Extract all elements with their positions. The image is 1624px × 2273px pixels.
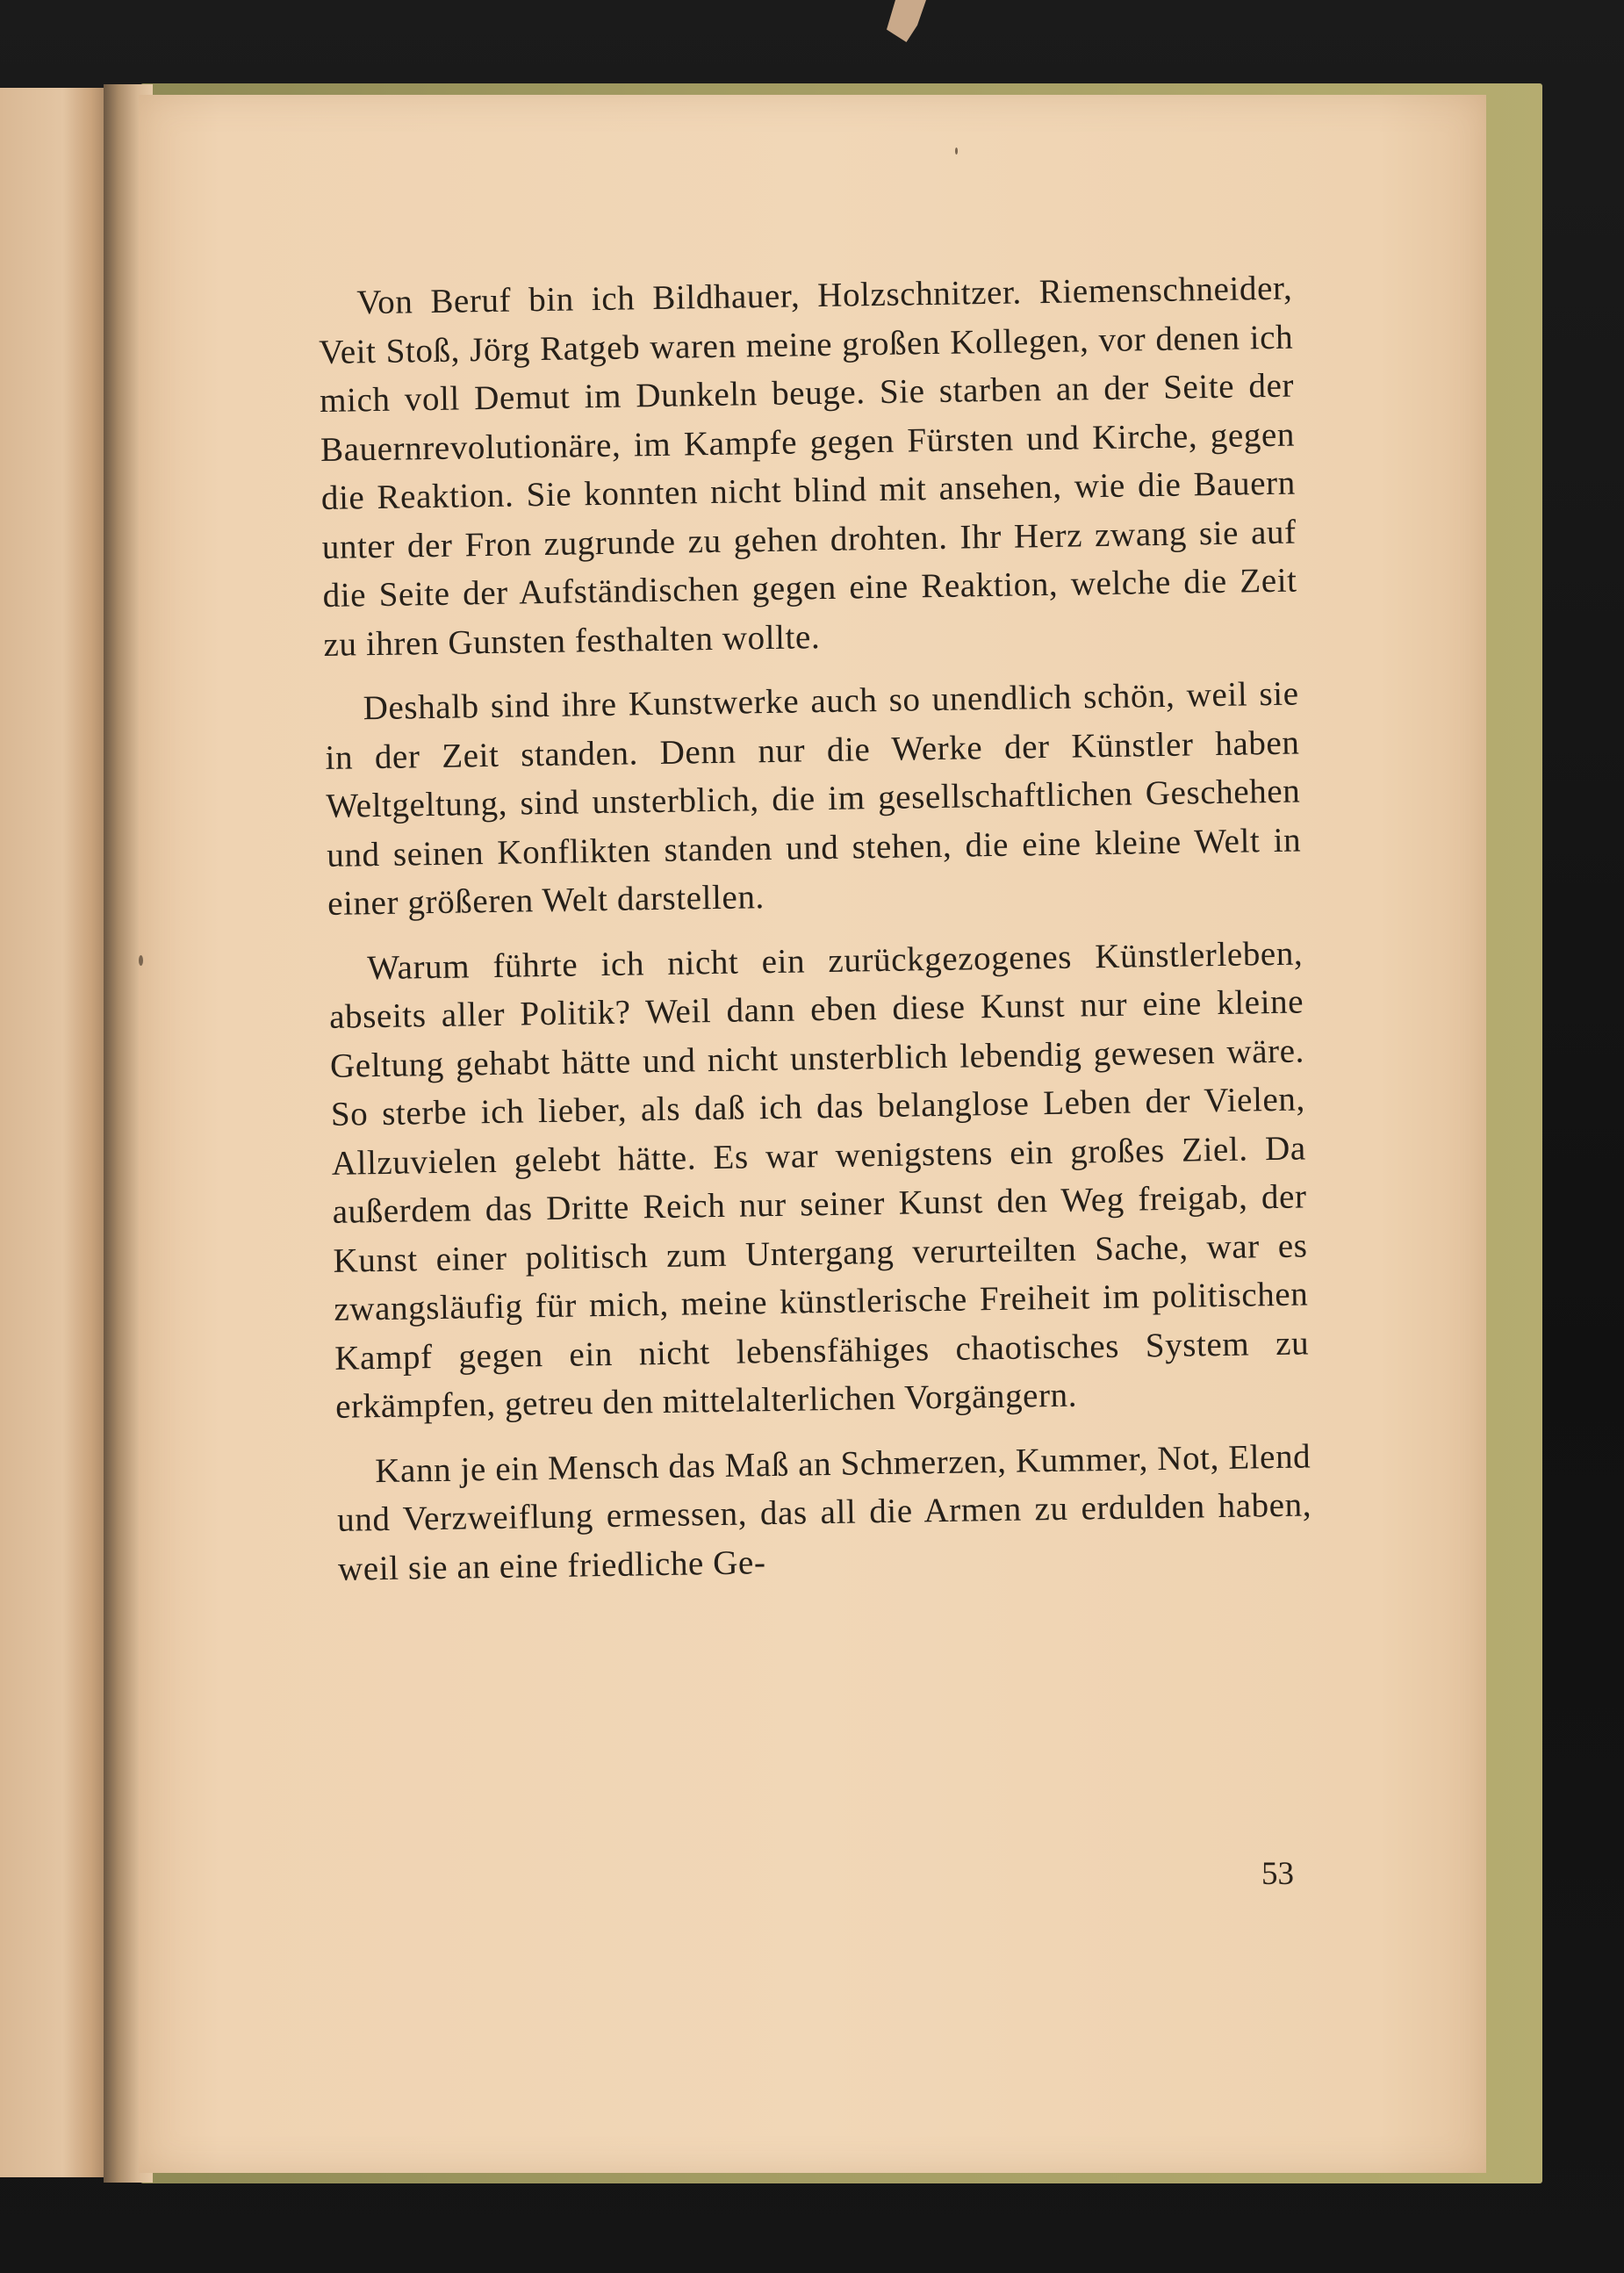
body-text (318, 264, 1313, 1609)
paper-speck (955, 147, 958, 155)
page-number: 53 (1261, 1856, 1294, 1892)
paragraph-2: Deshalb sind ihre Kunstwerke auch so unendlich schön, weil sie in der Zeit standen. Denn nur die Werke der Künstler haben Weltgeltung, sind unsterblich, die im gesellschaftlichen Geschehen und seinen Konflikten standen und stehen, die eine kleine Welt in einer größeren Welt darstellen. (325, 674, 1302, 923)
paragraph-3: Warum führte ich nicht ein zurückgezogenes Künstlerleben, abseits aller Politik? Weil dann eben diese Kunst nur eine kleine Geltung gehabt hätte und nicht unsterblich lebendig gewesen wäre. So sterbe ich lieber, als daß ich das belanglose Leben der Vielen, Allzuvielen gelebt hätte. Es war wenigstens ein großes Ziel. Da außerdem das Dritte Reich nur seiner Kunst den Weg freigab, der Kunst einer politisch zum Untergang verurteilten Sache, war es zwangsläufig für mich, meine künstlerische Freiheit im politischen Kampf gegen ein nicht lebensfähiges chaotisches System zu erkämpfen, getreu den mittelalterlichen Vorgängern. (328, 933, 1310, 1426)
paragraph-1: Von Beruf bin ich Bildhauer, Holzschnitzer. Riemenschneider, Veit Stoß, Jörg Ratgeb waren meine großen Kollegen, vor denen ich mich voll Demut im Dunkeln beuge. Sie starben an der Seite der Bauernrevolutionäre, im Kampfe gegen Fürsten und Kirche, gegen die Reaktion. Sie konnten nicht blind mit ansehen, wie die Bauern unter der Fron zugrunde zu gehen drohten. Ihr Herz zwang sie auf die Seite der Aufständischen gegen eine Reaktion, welche die Zeit zu ihren Gunsten festhalten wollte. (318, 269, 1297, 664)
paragraph-4: Kann je ein Mensch das Maß an Schmerzen, Kummer, Not, Elend und Verzweiflung ermessen, das all die Armen zu erdulden haben, weil sie an eine friedliche Ge- (336, 1436, 1312, 1588)
paper-speck (139, 955, 143, 966)
left-page-edge (0, 88, 114, 2177)
